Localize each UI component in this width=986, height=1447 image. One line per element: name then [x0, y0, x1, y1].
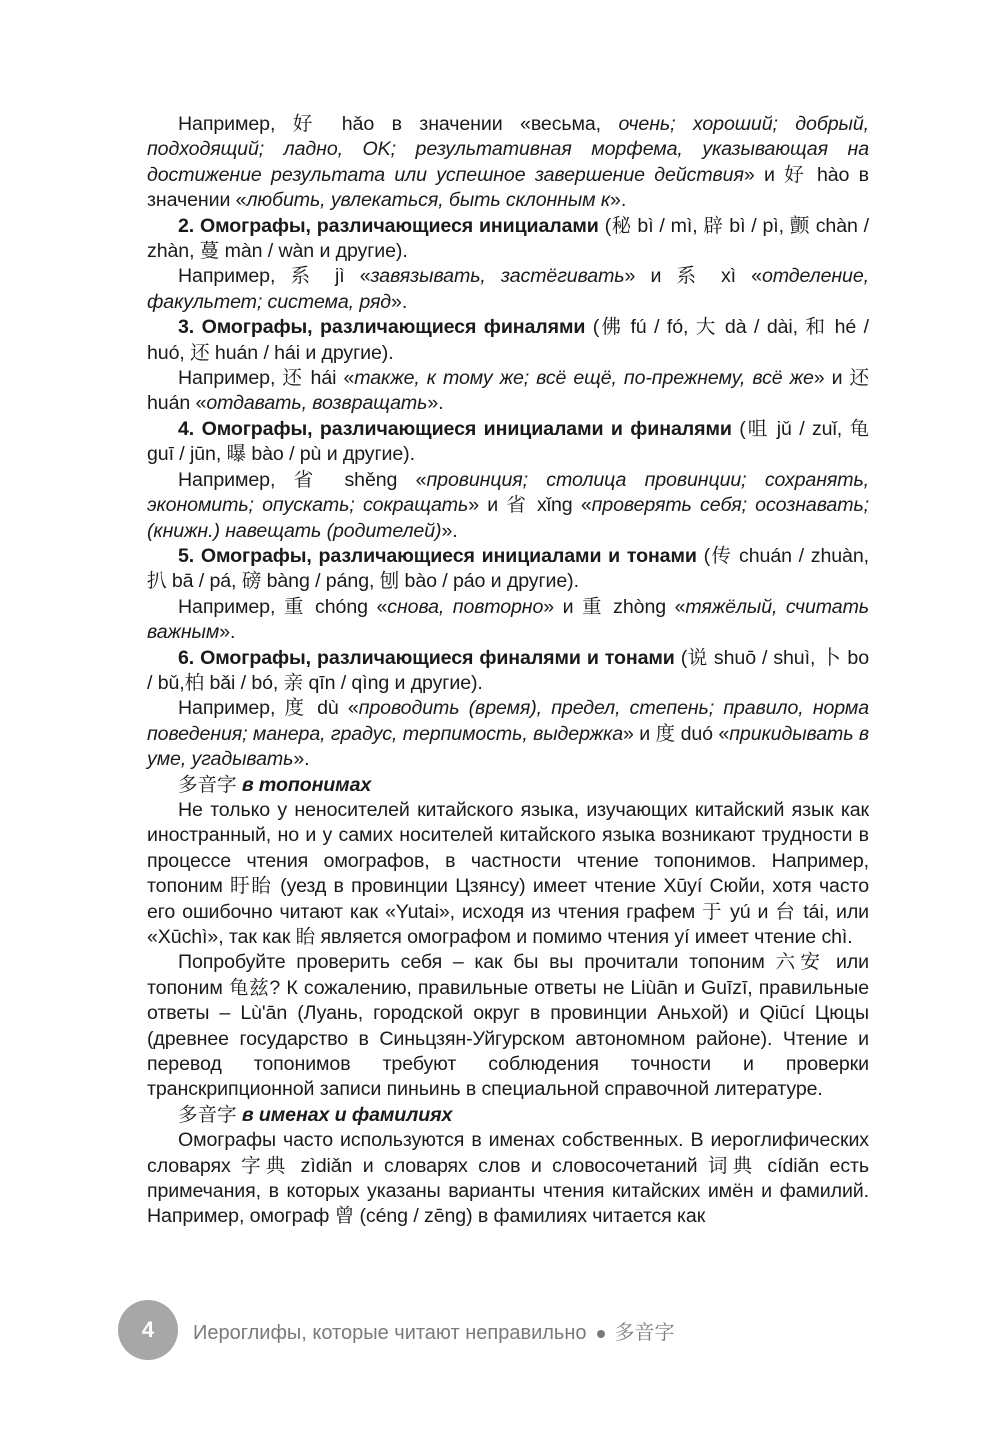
bold-heading-text: 6. Омографы, различающиеся финалями и тонами	[178, 646, 675, 669]
italic-text: прикидывать в уме, угадывать	[147, 722, 870, 771]
italic-text: также, к тому же; всё ещё, по-прежнему, всё же	[354, 367, 814, 390]
running-title	[193, 1316, 675, 1345]
paragraph	[147, 646, 869, 697]
text-segment: (佛 fú / fó, 大 dà / dài, 和 hé / huó, 还 huán / hái и другие).	[147, 316, 869, 364]
paragraph	[147, 1103, 869, 1128]
text-segment: Например, 还 hái «	[178, 367, 355, 390]
text-segment: Например, 省 shěng «	[178, 468, 427, 491]
text-segment: (秘 bì / mì, 辟 bì / pì, 颤 chàn / zhàn, 蔓 màn / wàn и другие).	[147, 214, 869, 263]
italic-text: проводить (время), предел, степень; правило, норма поведения; манера, градус, терпимость, выдержка	[147, 697, 870, 745]
text-segment: » и 系 xì «	[624, 265, 762, 288]
text-segment: Попробуйте проверить себя – как бы вы прочитали топоним 六安 или топоним 龟兹? К сожалению, правильные ответы не Liùān и Guīzī, правильные ответы – Lù'ān (Луань, городской округ в провинции Аньхой) и Qiūcí Цюцы (древнее государство в Синьцзян-Уйгурском автономном районе). Чтение и перевод топонимов требуют соблюдения точности и проверки транскрипционной записи пиньинь в специальной справочной литературе.	[147, 951, 869, 1101]
bold-heading-text: 2. Омографы, различающиеся инициалами	[178, 214, 599, 237]
text-segment: » и 度 duó «	[623, 722, 730, 745]
text-segment: » и 好 hào в значении «	[147, 163, 869, 212]
text-segment: ».	[391, 290, 408, 313]
section-heading-text: в именах и фамилиях	[241, 1103, 453, 1126]
paragraph	[147, 264, 869, 315]
paragraph	[147, 315, 869, 366]
paragraph	[147, 417, 869, 468]
text-segment: (说 shuō / shuì, 卜 bo / bǔ,柏 bǎi / bó, 亲 qīn / qìng и другие).	[147, 646, 869, 694]
paragraph	[147, 595, 869, 646]
italic-text: завязывать, застёгивать	[370, 265, 625, 288]
text-segment: Например, 重 chóng «	[178, 595, 388, 618]
paragraph	[147, 112, 869, 214]
italic-text: очень; хороший; добрый, подходящий; ладно, OK; результативная морфема, указывающая на достижение результата или успешное завершение действия	[147, 113, 869, 186]
running-title-ru: Иероглифы, которые читают неправильно	[193, 1322, 587, 1344]
italic-text: тяжёлый, считать важным	[147, 595, 869, 644]
text-segment: Омографы часто используются в именах собственных. В иероглифических словарях 字典 zìdiǎn и словарях слов и словосочетаний 词典 cídiǎn есть примечания, в которых указаны варианты чтения китайских имён и фамилий. Например, омограф 曾 (céng / zēng) в фамилиях читается как	[147, 1129, 869, 1228]
text-segment: » и 还 huán «	[147, 367, 869, 415]
paragraph	[147, 773, 869, 798]
text-segment: Например, 度 dù «	[178, 697, 359, 720]
paragraph	[147, 366, 869, 417]
section-heading-text: в топонимах	[241, 773, 372, 796]
bullet-dot-icon	[597, 1330, 605, 1338]
text-segment: (咀 jǔ / zuǐ, 龟 guī / jūn, 曝 bào / pù и другие).	[147, 417, 869, 466]
text-segment: ».	[219, 621, 236, 644]
text-segment: 多音字	[178, 773, 242, 796]
text-segment: ».	[441, 519, 458, 542]
paragraph	[147, 468, 869, 544]
text-segment: » и 重 zhòng «	[543, 595, 686, 618]
text-segment: ».	[610, 189, 627, 212]
paragraph	[147, 696, 869, 772]
paragraph	[147, 1128, 869, 1230]
bold-heading-text: 4. Омографы, различающиеся инициалами и финалями	[178, 417, 732, 440]
italic-text: отдавать, возвращать	[206, 392, 428, 415]
text-segment: ».	[427, 392, 444, 415]
bold-heading-text: 5. Омографы, различающиеся инициалами и тонами	[178, 544, 697, 567]
page-footer	[118, 1300, 878, 1360]
paragraph	[147, 214, 869, 265]
italic-text: провинция; столица провинции; сохранять, экономить; опускать; сокращать	[147, 468, 870, 517]
italic-text: любить, увлекаться, быть склонным к	[246, 189, 611, 212]
text-segment: ».	[293, 748, 310, 771]
italic-text: отделение, факультет; система, ряд	[147, 265, 869, 313]
paragraph	[147, 544, 869, 595]
italic-text: снова, повторно	[387, 595, 544, 618]
text-segment: Не только у неносителей китайского языка, изучающих китайский язык как иностранный, но и у самих носителей китайского языка возникают трудности в процессе чтения омографов, в частности чтение топонимов. Например, топоним 盱眙 (уезд в провинции Цзянсу) имеет чтение Xūyí Сюйи, хотя часто его ошибочно читают как «Yutai», исходя из чтения графем 于 yú и 台 tái, или «Xūchì», так как 眙 является омографом и помимо чтения yí имеет чтение chì.	[147, 798, 869, 948]
text-segment: » и 省 xǐng «	[468, 494, 592, 517]
paragraph	[147, 798, 869, 950]
text-segment: Например, 好 hǎo в значении «весьма,	[178, 113, 619, 135]
text-segment: (传 chuán / zhuàn, 扒 bā / pá, 磅 bàng / páng, 刨 bào / páo и другие).	[147, 544, 869, 593]
text-segment: 多音字	[178, 1103, 242, 1126]
page-number: 4	[118, 1300, 178, 1360]
text-segment: Например, 系 jì «	[178, 265, 371, 288]
paragraph	[147, 950, 869, 1102]
bold-heading-text: 3. Омографы, различающиеся финалями	[178, 316, 586, 339]
italic-text: проверять себя; осознавать; (книжн.) навещать (родителей)	[147, 494, 869, 542]
page-body	[147, 112, 869, 1230]
running-title-cn: 多音字	[614, 1322, 675, 1344]
